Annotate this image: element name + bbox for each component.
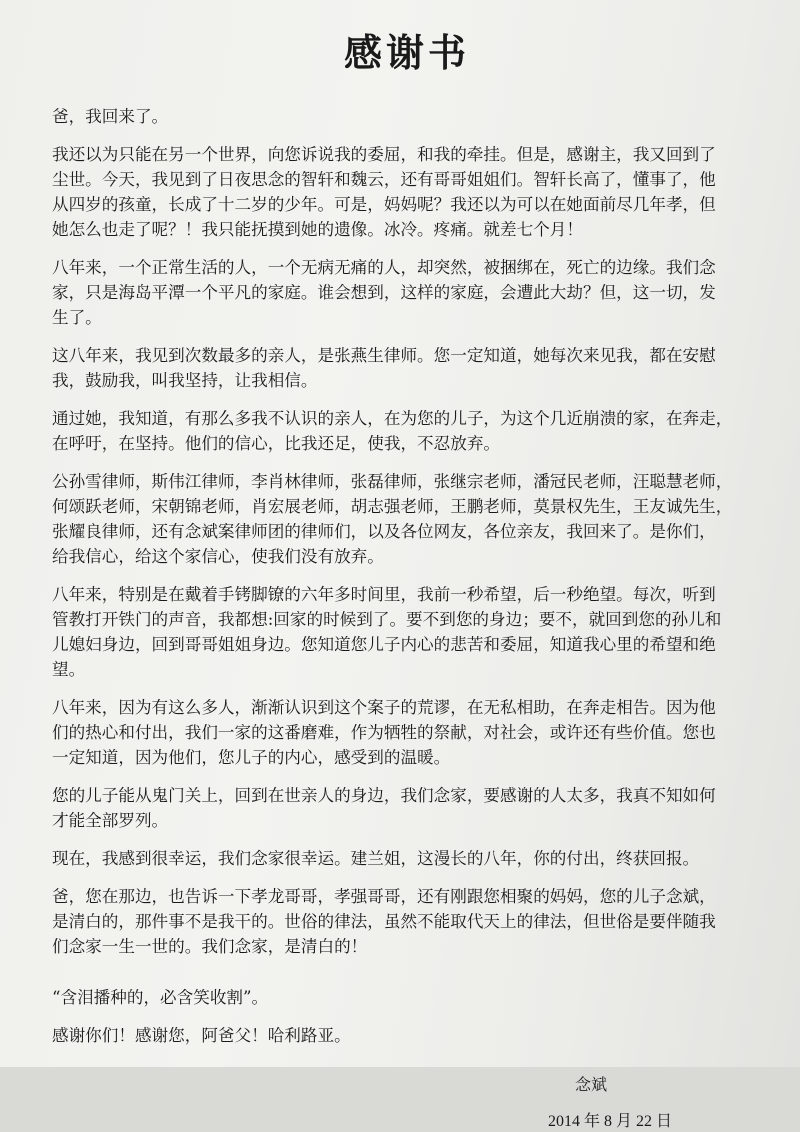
signature-name: 念斌 xyxy=(574,1074,607,1094)
paragraph: 现在，我感到很幸运，我们念家很幸运。建兰姐，这漫长的八年，你的付出，终获回报。 xyxy=(52,848,700,868)
paragraph-quote: “含泪播种的，必含笑收割”。 xyxy=(52,987,269,1007)
letter-title: 感谢书 xyxy=(343,30,470,75)
paragraph: 八年来，因为有这么多人，渐渐认识到这个案子的荒谬，在无私相助，在奔走相告。因为他 们的热心和付出，我们一家的这番磨难，作为牺牲的祭献，对社会，或许还有些价值。您也 一定知道，因为他们，您儿子的内心，感受到的温暖。 xyxy=(52,697,716,767)
paragraph-closing: 感谢你们！感谢您，阿爸父！哈利路亚。 xyxy=(52,1025,351,1045)
paragraph: 我还以为只能在另一个世界，向您诉说我的委屈，和我的牵挂。但是，感谢主，我又回到了 尘世。今天，我见到了日夜思念的智轩和魏云，还有哥哥姐姐们。智轩长高了，懂事了，他 从四岁的孩童，长成了十二岁的少年。可是，妈妈呢？我还以为可以在她面前尽几年孝，但 她怎么也走了呢？！我只能抚摸到她的遗像。冰冷。疼痛。就差七个月！ xyxy=(52,144,716,239)
paragraph: 通过她，我知道，有那么多我不认识的亲人，在为您的儿子，为这个几近崩溃的家，在奔走， 在呼吁，在坚持。他们的信心，比我还足，使我，不忍放弃。 xyxy=(52,408,733,453)
paragraph: 这八年来，我见到次数最多的亲人，是张燕生律师。您一定知道，她每次来见我，都在安慰 我，鼓励我，叫我坚持，让我相信。 xyxy=(52,345,716,390)
signature-block xyxy=(52,1072,762,1132)
paragraph: 公孙雪律师，斯伟江律师，李肖林律师，张磊律师，张继宗老师，潘冠民老师，汪聪慧老师， 何颂跃老师，宋朝锦老师，肖宏展老师，胡志强老师，王鹏老师，莫景权先生，王友诚先生， 张耀良律师，还有念斌案律师团的律师们，以及各位网友，各位亲友，我回来了。是你们， 给我信心，给这个家信心，使我们没有放弃。 xyxy=(52,471,733,566)
paragraph: 您的儿子能从鬼门关上，回到在世亲人的身边，我们念家，要感谢的人太多，我真不知如何 才能全部罗列。 xyxy=(52,785,716,830)
paragraph: 八年来，特别是在戴着手铐脚镣的六年多时间里，我前一秒希望，后一秒绝望。每次，听到 管教打开铁门的声音，我都想:回家的时候到了。要不到您的身边；要不，就回到您的孙儿和 儿媳妇身边，回到哥哥姐姐身边。您知道您儿子内心的悲苦和委屈，知道我心里的希望和绝 望。 xyxy=(52,584,722,679)
paragraph: 爸，您在那边，也告诉一下孝龙哥哥，孝强哥哥，还有刚跟您相聚的妈妈，您的儿子念斌， 是清白的，那件事不是我干的。世俗的律法，虽然不能取代天上的律法，但世俗是要伴随我 们念家一生一世的。我们念家，是清白的！ xyxy=(52,886,716,956)
paragraph-greeting: 爸，我回来了。 xyxy=(52,106,169,126)
letter-date: 2014 年 8 月 22 日 xyxy=(547,1112,672,1130)
paragraph: 八年来，一个正常生活的人，一个无病无痛的人，却突然，被捆绑在，死亡的边缘。我们念 家，只是海岛平潭一个平凡的家庭。谁会想到，这样的家庭，会遭此大劫？但，这一切，发 生了。 xyxy=(52,257,716,327)
